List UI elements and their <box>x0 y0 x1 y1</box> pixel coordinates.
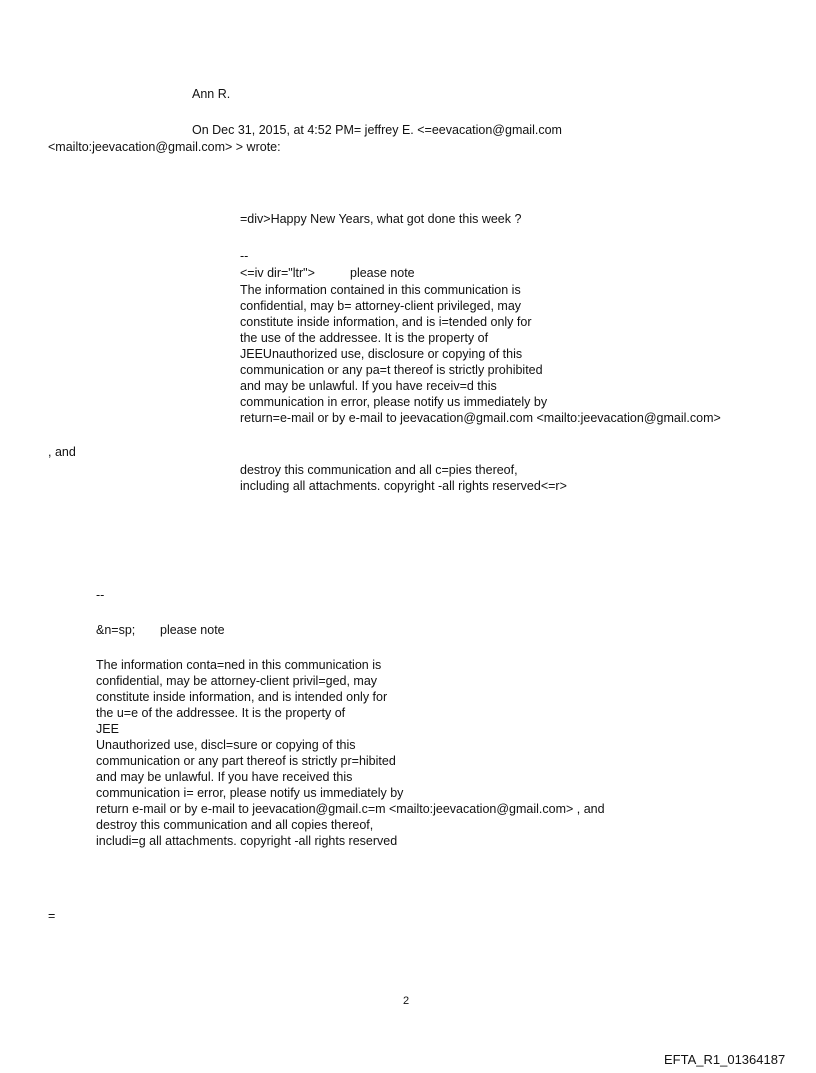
outer-separator: -- <box>96 588 105 602</box>
quote-header-line1: On Dec 31, 2015, at 4:52 PM= jeffrey E. <=eevacation@gmail.com <box>192 123 562 137</box>
outer-disclaimer-line: destroy this communication and all copies thereof, <box>96 818 374 832</box>
inner-disclaimer-head-note: please note <box>350 266 415 280</box>
inner-message: =div>Happy New Years, what got done this week ? <box>240 212 522 226</box>
quote-header-line2: <mailto:jeevacation@gmail.com> > wrote: <box>48 140 281 154</box>
outer-disclaimer-line: communication i= error, please notify us immediately by <box>96 786 404 800</box>
inner-disclaimer-tail-line: destroy this communication and all c=pies thereof, <box>240 463 518 477</box>
outer-note-prefix: &n=sp; <box>96 623 136 637</box>
inner-disclaimer-line: communication in error, please notify us immediately by <box>240 395 548 409</box>
trailing-equals: = <box>48 909 56 923</box>
inner-disclaimer-head-tag: <=iv dir="ltr"> <box>240 266 315 280</box>
outer-disclaimer-line: return e-mail or by e-mail to jeevacation@gmail.c=m <mailto:jeevacation@gmail.com> , and <box>96 802 605 816</box>
bates-id: EFTA_R1_01364187 <box>664 1052 786 1067</box>
signoff: Ann R. <box>192 87 231 101</box>
outer-disclaimer-line: Unauthorized use, discl=sure or copying of this <box>96 738 356 752</box>
outer-disclaimer-line: JEE <box>96 722 119 736</box>
inner-disclaimer-line: return=e-mail or by e-mail to jeevacation@gmail.com <mailto:jeevacation@gmail.com> <box>240 411 721 425</box>
outer-disclaimer-line: confidential, may be attorney-client privil=ged, may <box>96 674 378 688</box>
inner-disclaimer-body <box>240 282 721 426</box>
inner-disclaimer-line: and may be unlawful. If you have receiv=d this <box>240 379 497 393</box>
inner-disclaimer-line: constitute inside information, and is i=tended only for <box>240 315 532 329</box>
inner-disclaimer-line: The information contained in this communication is <box>240 283 521 297</box>
outer-disclaimer-line: constitute inside information, and is intended only for <box>96 690 388 704</box>
page-number: 2 <box>403 995 410 1007</box>
inner-separator: -- <box>240 249 249 263</box>
inner-disclaimer-wrap-fragment: , and <box>48 445 76 459</box>
outer-note: please note <box>160 623 225 637</box>
outer-disclaimer-line: and may be unlawful. If you have received this <box>96 770 353 784</box>
inner-disclaimer-line: communication or any pa=t thereof is strictly prohibited <box>240 363 543 377</box>
inner-disclaimer-line: confidential, may b= attorney-client privileged, may <box>240 299 522 313</box>
outer-disclaimer-body <box>96 657 605 849</box>
outer-disclaimer-line: includi=g all attachments. copyright -all rights reserved <box>96 834 398 848</box>
inner-disclaimer-tail-line: including all attachments. copyright -all rights reserved<=r> <box>240 479 567 493</box>
outer-disclaimer-line: the u=e of the addressee. It is the property of <box>96 706 346 720</box>
inner-disclaimer-line: JEEUnauthorized use, disclosure or copying of this <box>240 347 523 361</box>
outer-disclaimer-line: The information conta=ned in this communication is <box>96 658 382 672</box>
inner-disclaimer-tail <box>240 462 567 494</box>
inner-disclaimer-line: the use of the addressee. It is the property of <box>240 331 489 345</box>
outer-disclaimer-line: communication or any part thereof is strictly pr=hibited <box>96 754 396 768</box>
